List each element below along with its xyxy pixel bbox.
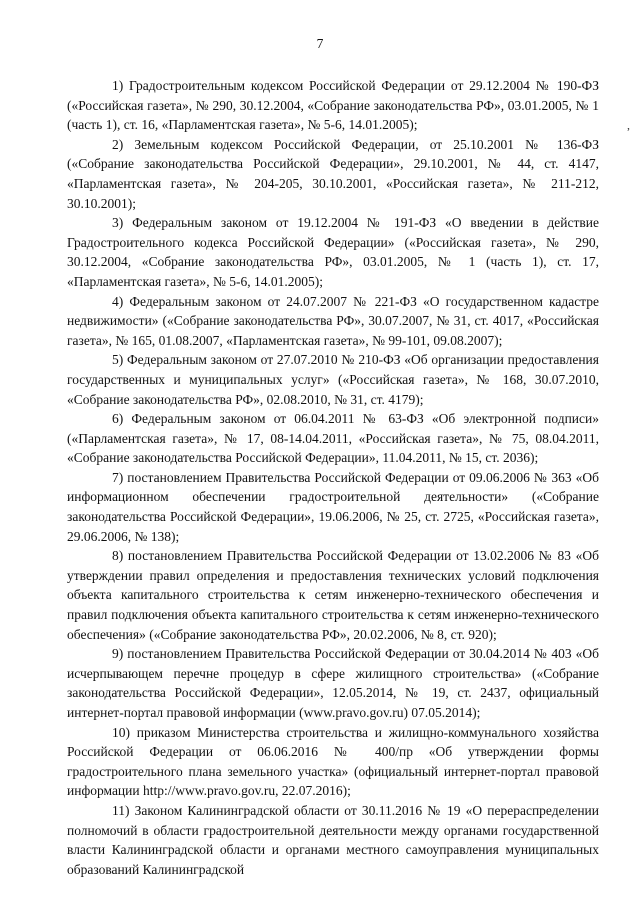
page-number: 7: [316, 36, 324, 51]
margin-mark: ,: [627, 118, 630, 132]
list-item: 6) Федеральным законом от 06.04.2011 № 63-ФЗ «Об электронной подписи» («Парламентская газета», № 17, 08-14.04.2011, «Российская газета», № 75, 08.04.2011, «Собрание законодательства Российской Федерации», 11.04.2011, № 15, ст. 2036);: [67, 411, 599, 466]
list-item: 10) приказом Министерства строительства и жилищно-коммунального хозяйства Российской Федерации от 06.06.2016 № 400/пр «Об утверждении формы градостроительного плана земельного участка» (официальный интернет-портал правовой информации http://www.pravo.gov.ru, 22.07.2016);: [67, 724, 599, 799]
list-item: 2) Земельным кодексом Российской Федерации, от 25.10.2001 № 136-ФЗ («Собрание законодательства Российской Федерации», 29.10.2001, № 44, ст. 4147, «Парламентская газета», № 204-205, 30.10.2001, «Российская газета», № 211-212, 30.10.2001);: [67, 136, 599, 211]
list-item: 11) Законом Калининградской области от 30.11.2016 № 19 «О перераспределении полномочий в области градостроительной деятельности между органами государственной власти Калининградской области и органами местного самоуправления муниципальных образований Калининградской: [67, 802, 599, 877]
list-item: 5) Федеральным законом от 27.07.2010 № 210-ФЗ «Об организации предоставления государственных и муниципальных услуг» («Российская газета», № 168, 30.07.2010, «Собрание законодательства РФ», 02.08.2010, № 31, ст. 4179);: [67, 352, 599, 407]
list-item: 7) постановлением Правительства Российской Федерации от 09.06.2006 № 363 «Об информационном обеспечении градостроительной деятельности» («Собрание законодательства Российской Федерации», 19.06.2006, № 25, ст. 2725, «Российская газета», 29.06.2006, № 138);: [67, 469, 599, 544]
list-item: 9) постановлением Правительства Российской Федерации от 30.04.2014 № 403 «Об исчерпывающем перечне процедур в сфере жилищного строительства» («Собрание законодательства Российской Федерации», 12.05.2014, № 19, ст. 2437, официальный интернет-портал правовой информации (www.pravo.gov.ru) 07.05.2014);: [67, 646, 599, 720]
list-item: 4) Федеральным законом от 24.07.2007 № 221-ФЗ «О государственном кадастре недвижимости» («Собрание законодательства РФ», 30.07.2007, № 31, ст. 4017, «Российская газета», № 165, 01.08.2007, «Парламентская газета», № 99-101, 09.08.2007);: [67, 293, 599, 348]
list-item: 3) Федеральным законом от 19.12.2004 № 191-ФЗ «О введении в действие Градостроительного кодекса Российской Федерации» («Российская газета», № 290, 30.12.2004, «Собрание законодательства РФ», 03.01.2005, № 1 (часть 1), ст. 17, «Парламентская газета», № 5-6, 14.01.2005);: [67, 215, 599, 289]
list-item: 1) Градостроительным кодексом Российской Федерации от 29.12.2004 № 190-ФЗ («Российская газета», № 290, 30.12.2004, «Собрание законодательства РФ», 03.01.2005, № 1 (часть 1), ст. 16, «Парламентская газета», № 5-6, 14.01.2005);: [67, 78, 599, 133]
list-item: 8) постановлением Правительства Российской Федерации от 13.02.2006 № 83 «Об утверждении правил определения и предоставления технических условий подключения объекта капитального строительства к сетям инженерно-технического обеспечения и правил подключения объекта капитального строительства к сетям инженерно-технического обеспечения» («Собрание законодательства РФ», 20.02.2006, № 8, ст. 920);: [67, 548, 599, 642]
legal-references-list: [67, 76, 599, 879]
